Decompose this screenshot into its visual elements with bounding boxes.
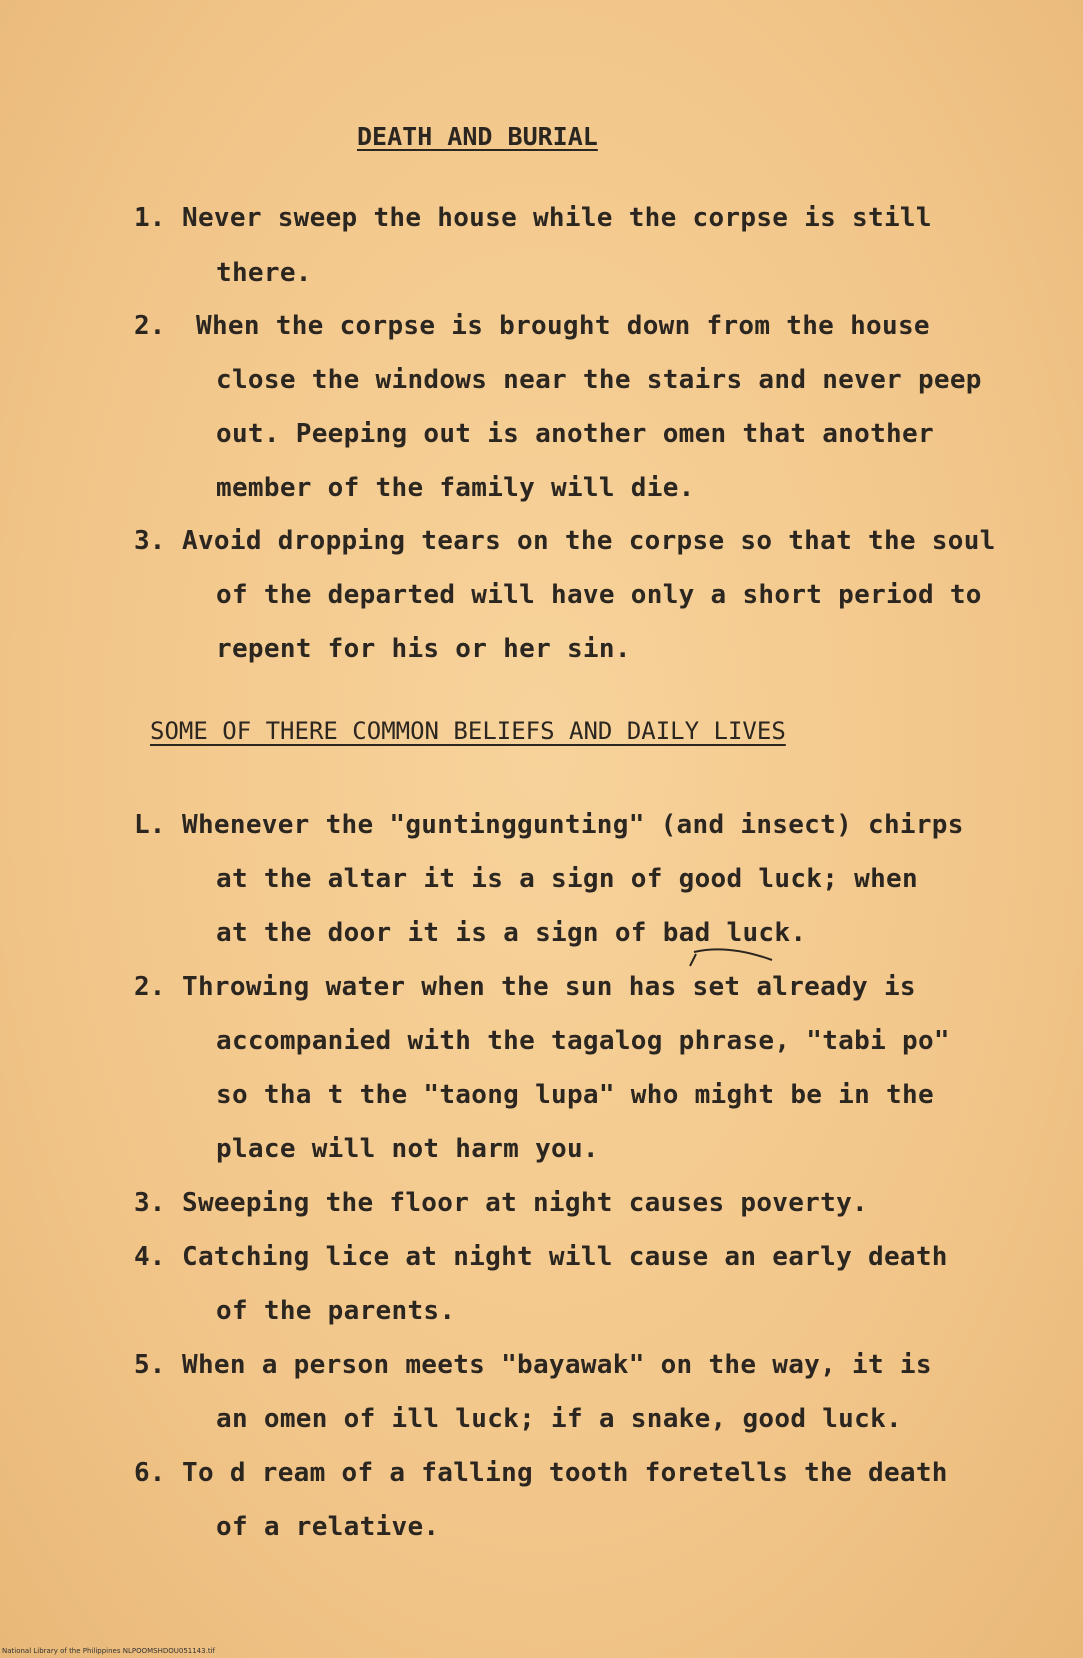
item-number: L. bbox=[134, 810, 166, 840]
item-number: 2. bbox=[134, 311, 166, 341]
section-title-beliefs: SOME OF THERE COMMON BELIEFS AND DAILY LIVES bbox=[150, 717, 786, 745]
item-line: When a person meets "bayawak" on the way, it is bbox=[182, 1350, 932, 1380]
item-line: of the parents. bbox=[216, 1296, 456, 1326]
item-line: Avoid dropping tears on the corpse so that the soul bbox=[182, 526, 996, 556]
item-number: 1. bbox=[134, 203, 166, 233]
item-line: Whenever the "guntinggunting" (and insect) chirps bbox=[182, 810, 964, 840]
item-line: To d ream of a falling tooth foretells the death bbox=[182, 1458, 948, 1488]
item-line: When the corpse is brought down from the house bbox=[196, 311, 930, 341]
item-number: 5. bbox=[134, 1350, 166, 1380]
item-line: there. bbox=[216, 258, 312, 288]
item-line: repent for his or her sin. bbox=[216, 634, 631, 664]
item-line: accompanied with the tagalog phrase, "tabi po" bbox=[216, 1026, 950, 1056]
item-number: 4. bbox=[134, 1242, 166, 1272]
item-line: of a relative. bbox=[216, 1512, 440, 1542]
item-number: 3. bbox=[134, 1188, 166, 1218]
item-line: at the door it is a sign of bad luck. bbox=[216, 918, 807, 948]
handwritten-caret-mark bbox=[688, 946, 778, 968]
item-line: Throwing water when the sun has set already is bbox=[182, 972, 916, 1002]
item-line: Sweeping the floor at night causes poverty. bbox=[182, 1188, 868, 1218]
item-number: 3. bbox=[134, 526, 166, 556]
item-line: place will not harm you. bbox=[216, 1134, 599, 1164]
item-line: at the altar it is a sign of good luck; when bbox=[216, 864, 918, 894]
item-line: close the windows near the stairs and never peep bbox=[216, 365, 982, 395]
section-title-death-burial: DEATH AND BURIAL bbox=[357, 122, 598, 151]
item-line: Catching lice at night will cause an early death bbox=[182, 1242, 948, 1272]
item-line: of the departed will have only a short period to bbox=[216, 580, 982, 610]
archive-footer: National Library of the Philippines NLPOOMSHDOU051143.tif bbox=[2, 1647, 215, 1655]
item-line: out. Peeping out is another omen that another bbox=[216, 419, 934, 449]
item-line: an omen of ill luck; if a snake, good luck. bbox=[216, 1404, 902, 1434]
item-number: 6. bbox=[134, 1458, 166, 1488]
item-line: Never sweep the house while the corpse is still bbox=[182, 203, 932, 233]
item-line: so tha t the "taong lupa" who might be in the bbox=[216, 1080, 934, 1110]
item-line: member of the family will die. bbox=[216, 473, 695, 503]
item-number: 2. bbox=[134, 972, 166, 1002]
